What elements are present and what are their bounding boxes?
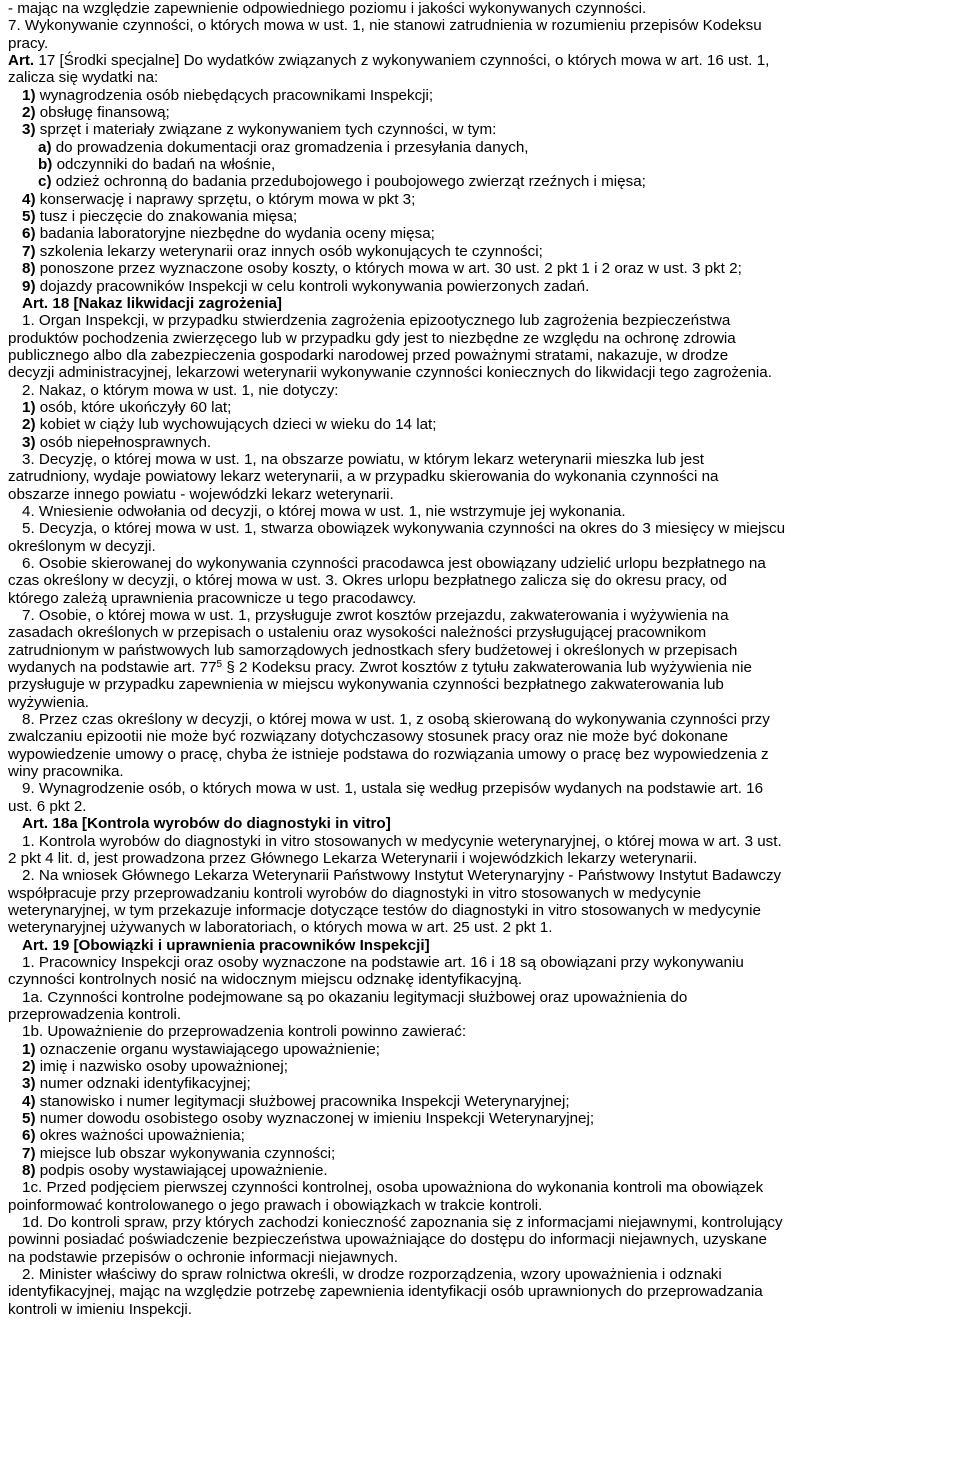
text-line — [4, 833, 954, 850]
line-text: dojazdy pracowników Inspekcji w celu kontroli wykonywania powierzonych zadań. — [35, 277, 590, 295]
text-line — [4, 17, 954, 34]
line-text: obsługę finansową; — [35, 104, 170, 122]
text-line — [4, 399, 954, 416]
line-text: podpis osoby wystawiającej upoważnienie. — [35, 1162, 328, 1180]
line-text: imię i nazwisko osoby upoważnionej; — [35, 1057, 288, 1075]
text-line — [4, 607, 954, 624]
line-text: do prowadzenia dokumentacji oraz gromadzenia i przesyłania danych, — [51, 138, 529, 156]
text-line — [4, 763, 954, 780]
line-text: ponoszone przez wyznaczone osoby koszty, o których mowa w art. 30 ust. 2 pkt 1 i 2 oraz w ust. 3 pkt 2; — [35, 260, 742, 278]
line-text: 2. Minister właściwy do spraw rolnictwa określi, w drodze rozporządzenia, wzory upoważnienia i odznaki — [22, 1266, 722, 1284]
line-text: numer odznaki identyfikacyjnej; — [35, 1075, 251, 1093]
line-text: winy pracownika. — [8, 763, 124, 781]
text-line — [4, 156, 954, 173]
text-line — [4, 503, 954, 520]
text-line — [4, 69, 954, 86]
article-heading: Art. — [8, 52, 35, 70]
line-text: zwalczaniu epizootii nie może być rozwiązany dotychczasowy stosunek pracy oraz nie może być dokonane — [8, 728, 729, 746]
line-text: wypowiedzenie umowy o pracę, chyba że istnieje podstawa do rozwiązania umowy o pracę bez wypowiedzenia z — [8, 745, 769, 763]
text-line — [4, 1006, 954, 1023]
point-number: 8) — [22, 260, 36, 278]
line-text: pracy. — [8, 34, 49, 52]
point-number: 3) — [22, 121, 36, 139]
text-line — [4, 867, 954, 884]
line-text: kontroli w imieniu Inspekcji. — [8, 1300, 193, 1318]
text-line — [4, 382, 954, 399]
line-text: powinni posiadać poświadczenie bezpieczeństwa upoważniające do dostępu do informacji niejawnych, uzyskane — [8, 1231, 767, 1249]
text-line — [4, 52, 954, 69]
text-line — [4, 728, 954, 745]
line-text: wynagrodzenia osób niebędących pracownikami Inspekcji; — [35, 86, 434, 104]
line-text: 2. Na wniosek Głównego Lekarza Weterynarii Państwowy Instytut Weterynaryjny - Państwowy Instytut Badawczy — [22, 867, 782, 885]
text-line — [4, 555, 954, 572]
line-text: 1a. Czynności kontrolne podejmowane są po okazaniu legitymacji służbowej oraz upoważnienia do — [22, 988, 688, 1006]
line-text: obszarze innego powiatu - wojewódzki lekarz weterynarii. — [8, 485, 394, 503]
line-text: zasadach określonych w przepisach o ustaleniu oraz wysokości należności przysługującej pracownikom — [8, 624, 707, 642]
text-line — [4, 1283, 954, 1300]
line-text: 1b. Upoważnienie do przeprowadzenia kontroli powinno zawierać: — [22, 1023, 467, 1041]
line-text: 1. Kontrola wyrobów do diagnostyki in vitro stosowanych w medycynie weterynaryjnej, o której mowa w art. 3 ust. — [22, 832, 782, 850]
text-line — [4, 364, 954, 381]
text-line — [4, 191, 954, 208]
text-line — [4, 1145, 954, 1162]
text-line — [4, 850, 954, 867]
point-number: 3) — [22, 1075, 36, 1093]
point-number: b) — [38, 156, 53, 174]
line-text: 3. Decyzję, o której mowa w ust. 1, na obszarze powiatu, w którym lekarz weterynarii mieszka lub jest — [22, 450, 705, 468]
text-line — [4, 746, 954, 763]
text-line — [4, 572, 954, 589]
line-text: 1. Organ Inspekcji, w przypadku stwierdzenia zagrożenia epizootycznego lub zagrożenia bezpieczeństwa — [22, 312, 731, 330]
line-text: 7. Osobie, o której mowa w ust. 1, przysługuje zwrot kosztów przejazdu, zakwaterowania i wyżywienia na — [22, 607, 729, 625]
line-text: publicznego albo dla zabezpieczenia gospodarki narodowej przed poważnymi stratami, nakazuje, w drodze — [8, 346, 729, 364]
superscript: 5 — [216, 659, 223, 671]
line-text: badania laboratoryjne niezbędne do wydania oceny mięsa; — [35, 225, 435, 243]
line-text: 7. Wykonywanie czynności, o których mowa w ust. 1, nie stanowi zatrudnienia w rozumieniu przepisów Kodeksu — [8, 17, 762, 35]
line-text: odczynniki do badań na włośnie, — [52, 156, 276, 174]
line-text: osób niepełnosprawnych. — [35, 433, 212, 451]
point-number: 4) — [22, 190, 36, 208]
line-text: którego zależą uprawnienia pracownicze u tego pracodawcy. — [8, 589, 417, 607]
line-text: przysługuje w przypadku zapewnienia w miejscu wykonywania czynności bezpłatnego zakwaterowania lub — [8, 676, 724, 694]
text-line — [4, 451, 954, 468]
text-line — [4, 694, 954, 711]
text-line — [4, 330, 954, 347]
line-text: miejsce lub obszar wykonywania czynności; — [35, 1144, 336, 1162]
text-line — [4, 659, 954, 676]
text-line — [4, 295, 954, 312]
text-line — [4, 1231, 954, 1248]
text-line — [4, 1058, 954, 1075]
point-number: 6) — [22, 225, 36, 243]
text-line — [4, 225, 954, 242]
line-text: zatrudniony, wydaje powiatowy lekarz weterynarii, a w przypadku skierowania do wykonania czynności na — [8, 468, 719, 486]
line-text: 8. Przez czas określony w decyzji, o której mowa w ust. 1, z osobą skierowaną do wykonywania czynności przy — [22, 711, 770, 729]
point-number: 7) — [22, 1144, 36, 1162]
point-number: 2) — [22, 416, 36, 434]
article-heading: Art. 18a [Kontrola wyrobów do diagnostyki in vitro] — [22, 815, 391, 833]
text-line — [4, 538, 954, 555]
line-text: weterynaryjnej używanych w laboratoriach, o których mowa w art. 25 ust. 2 pkt 1. — [8, 919, 553, 937]
line-text: współpracuje przy przeprowadzaniu kontroli wyrobów do diagnostyki in vitro stosowanych w medycynie — [8, 884, 702, 902]
line-text: czynności kontrolnych nosić na widocznym miejscu odznakę identyfikacyjną. — [8, 971, 523, 989]
point-number: 1) — [22, 86, 36, 104]
line-text: na podstawie przepisów o ochronie informacji niejawnych. — [8, 1248, 399, 1266]
line-text: kobiet w ciąży lub wychowujących dzieci w wieku do 14 lat; — [35, 416, 437, 434]
text-line — [4, 1214, 954, 1231]
line-text: zatrudnionym w państwowych lub samorządowych jednostkach sfery budżetowej i określonych w przepisach — [8, 641, 738, 659]
line-text: tusz i pieczęcie do znakowania mięsa; — [35, 208, 298, 226]
line-text: odzież ochronną do badania przedubojowego i poubojowego zwierząt rzeźnych i mięsa; — [51, 173, 646, 191]
line-text: numer dowodu osobistego osoby wyznaczonej w imieniu Inspekcji Weterynaryjnej; — [35, 1110, 595, 1127]
article-heading: Art. 18 [Nakaz likwidacji zagrożenia] — [22, 294, 282, 312]
line-text: przeprowadzenia kontroli. — [8, 1005, 182, 1023]
text-line — [4, 1179, 954, 1196]
text-line — [4, 1127, 954, 1144]
line-text: sprzęt i materiały związane z wykonywaniem tych czynności, w tym: — [35, 121, 497, 139]
line-text: 1. Pracownicy Inspekcji oraz osoby wyznaczone na podstawie art. 16 i 18 są obowiązani przy wykonywaniu — [22, 953, 744, 971]
text-line — [4, 0, 954, 17]
point-number: 7) — [22, 242, 36, 260]
line-text: 9. Wynagrodzenie osób, o których mowa w ust. 1, ustala się według przepisów wydanych na podstawie art. 16 — [22, 780, 764, 798]
line-text: stanowisko i numer legitymacji służbowej pracownika Inspekcji Weterynaryjnej; — [35, 1092, 570, 1110]
point-number: 6) — [22, 1127, 36, 1145]
line-text: identyfikacyjnej, mając na względzie potrzebę zapewnienia identyfikacji osób uprawnionych do przeprowadzania — [8, 1283, 763, 1301]
text-line — [4, 1266, 954, 1283]
text-line — [4, 902, 954, 919]
line-text: oznaczenie organu wystawiającego upoważnienie; — [35, 1040, 380, 1058]
text-line — [4, 971, 954, 988]
line-text: 1c. Przed podjęciem pierwszej czynności kontrolnej, osoba upoważniona do wykonania kontroli ma obowiązek — [22, 1179, 764, 1197]
text-line — [4, 104, 954, 121]
point-number: c) — [38, 173, 52, 191]
text-line — [4, 624, 954, 641]
point-number: 4) — [22, 1092, 36, 1110]
line-text: decyzji administracyjnej, lekarzowi weterynarii wykonywanie czynności koniecznych do likwidacji tego zagrożenia. — [8, 364, 772, 382]
point-number: 9) — [22, 277, 36, 295]
text-line — [4, 815, 954, 832]
line-text: 5. Decyzja, o której mowa w ust. 1, stwarza obowiązek wykonywania czynności na okres do 3 miesięcy w miejscu — [22, 520, 786, 538]
line-text: ust. 6 pkt 2. — [8, 797, 87, 815]
text-line — [4, 243, 954, 260]
text-line — [4, 885, 954, 902]
text-line — [4, 1197, 954, 1214]
line-text: 2. Nakaz, o którym mowa w ust. 1, nie dotyczy: — [22, 381, 339, 399]
text-line — [4, 173, 954, 190]
text-line — [4, 347, 954, 364]
text-line — [4, 711, 954, 728]
point-number: 8) — [22, 1162, 36, 1180]
text-line — [4, 590, 954, 607]
text-line — [4, 278, 954, 295]
text-line — [4, 1110, 954, 1127]
text-line — [4, 486, 954, 503]
text-line — [4, 260, 954, 277]
line-text: wydanych na podstawie art. 77 — [8, 659, 217, 677]
text-line — [4, 780, 954, 797]
line-text: konserwację i naprawy sprzętu, o którym mowa w pkt 3; — [35, 190, 416, 208]
line-text: poinformować kontrolowanego o jego prawach i obowiązkach w trakcie kontroli. — [8, 1196, 543, 1214]
point-number: 1) — [22, 398, 36, 416]
text-line — [4, 954, 954, 971]
text-line — [4, 35, 954, 52]
point-number: 5) — [22, 208, 36, 226]
line-text-tail: § 2 Kodeksu pracy. Zwrot kosztów z tytułu zakwaterowania lub wyżywienia nie — [222, 659, 752, 677]
line-text: 6. Osobie skierowanej do wykonywania czynności pracodawca jest obowiązany udzielić urlopu bezpłatnego na — [22, 555, 766, 572]
text-line — [4, 87, 954, 104]
text-line — [4, 989, 954, 1006]
point-number: 1) — [22, 1040, 36, 1058]
point-number: a) — [38, 138, 52, 156]
line-text: czas określony w decyzji, o której mowa w ust. 3. Okres urlopu bezpłatnego zalicza się do okresu pracy, od — [8, 572, 727, 590]
text-line — [4, 139, 954, 156]
text-line — [4, 1023, 954, 1040]
text-line — [4, 520, 954, 537]
line-text: weterynaryjnej, w tym przekazuje informacje dotyczące testów do diagnostyki in vitro stosowanych w medycynie — [8, 901, 761, 919]
text-line — [4, 798, 954, 815]
point-number: 2) — [22, 1057, 36, 1075]
text-line — [4, 937, 954, 954]
text-line — [4, 642, 954, 659]
line-text: szkolenia lekarzy weterynarii oraz innych osób wykonujących te czynności; — [35, 242, 543, 260]
line-text: określonym w decyzji. — [8, 537, 156, 555]
text-line — [4, 1075, 954, 1092]
text-line — [4, 1162, 954, 1179]
text-line — [4, 434, 954, 451]
line-text: 2 pkt 4 lit. d, jest prowadzona przez Głównego Lekarza Weterynarii i wojewódzkich lekarzy weterynarii. — [8, 849, 698, 867]
point-number: 5) — [22, 1110, 36, 1127]
text-line — [4, 416, 954, 433]
line-text: wyżywienia. — [8, 693, 90, 711]
line-text: - mając na względzie zapewnienie odpowiedniego poziomu i jakości wykonywanych czynności. — [8, 0, 647, 17]
text-line — [4, 468, 954, 485]
line-text: okres ważności upoważnienia; — [35, 1127, 245, 1145]
text-line — [4, 676, 954, 693]
line-text: zalicza się wydatki na: — [8, 69, 159, 87]
article-heading: Art. 19 [Obowiązki i uprawnienia pracowników Inspekcji] — [22, 936, 430, 954]
point-number: 2) — [22, 104, 36, 122]
text-line — [4, 1249, 954, 1266]
line-text: 1d. Do kontroli spraw, przy których zachodzi konieczność zapoznania się z informacjami niejawnymi, kontrolujący — [22, 1214, 783, 1232]
text-line — [4, 208, 954, 225]
point-number: 3) — [22, 433, 36, 451]
line-text: produktów pochodzenia zwierzęcego lub w przypadku gdy jest to niezbędne ze względu na ochronę zdrowia — [8, 329, 736, 347]
line-text: osób, które ukończyły 60 lat; — [35, 398, 232, 416]
text-line — [4, 121, 954, 138]
text-line — [4, 919, 954, 936]
text-line — [4, 312, 954, 329]
line-text: 4. Wniesienie odwołania od decyzji, o której mowa w ust. 1, nie wstrzymuje jej wykonania. — [22, 502, 626, 520]
line-text: 17 [Środki specjalne] Do wydatków związanych z wykonywaniem czynności, o których mowa w art. 16 ust. 1, — [34, 52, 770, 70]
text-line — [4, 1041, 954, 1058]
text-line — [4, 1093, 954, 1110]
text-line — [4, 1301, 954, 1318]
